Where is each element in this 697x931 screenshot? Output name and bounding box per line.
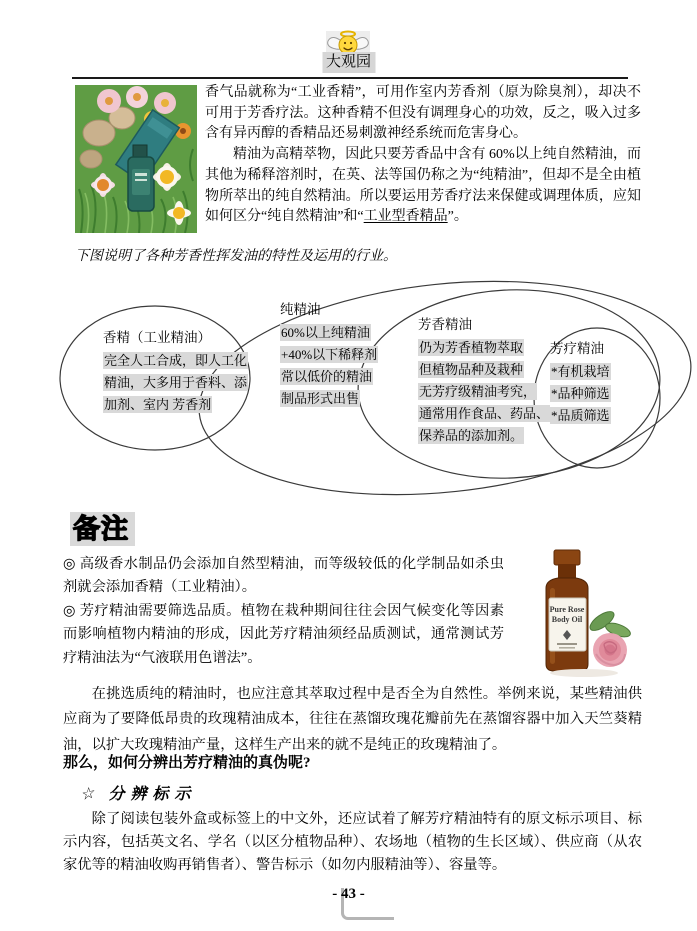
rose-bloom: [593, 633, 627, 667]
header-rule: [72, 77, 628, 79]
flowers-oil-photo: [75, 85, 197, 233]
venn-line: 制品形式出售: [281, 391, 360, 406]
venn-title-therapy: 芳疗精油: [550, 341, 604, 356]
intro-section: [75, 83, 641, 235]
venn-line: 常以低价的精油: [281, 369, 373, 384]
bottle-label-line1: Pure Rose: [549, 605, 585, 614]
venn-line: 保养品的添加剂。: [419, 428, 524, 443]
intro-p2-end: ”。: [447, 209, 468, 225]
body-paragraph-purity: 在挑选质纯的精油时，也应注意其萃取过程中是否全为自然性。举例来说，某些精油供应商为了要降低昂贵的玫瑰精油成本，往往在蒸馏玫瑰花瓣前先在蒸馏容器中加入天竺葵精油，以扩大玫瑰精油产量，这样生产出来的就不是纯正的玫瑰精油了。: [63, 686, 642, 753]
question-line: 那么，如何分辨出芳疗精油的真伪呢?: [63, 755, 311, 771]
bullet-text: 芳疗精油需要筛选品质。植物在栽种期间往往会因气候变化等因素而影响植物内精油的形成，因此芳疗精油须经品质测试，通常测试芳疗精油法为“气液联用色谱法”。: [63, 602, 504, 666]
section-heading: [80, 781, 196, 804]
notes-section: [63, 553, 642, 682]
venn-group-industrial: [103, 329, 248, 418]
venn-line: *有机栽培: [551, 364, 610, 379]
bottle-label-line2: Body Oil: [551, 615, 583, 624]
intro-paragraph-1: 香气品就称为“工业香精”，可用作室内芳香剂（原为除臭剂），却决不可用于芳香疗法。这种香精不但没有调理身心的功效，反之，吸入过多含有异丙醇的香精品还易刺激神经系统而危害身心。: [205, 85, 641, 142]
venn-line: 完全人工合成，即人工化: [104, 353, 248, 368]
venn-title-pure: 纯精油: [280, 302, 321, 317]
venn-line: 加剂、室内 芳香剂: [104, 397, 212, 412]
notes-header: 备注: [70, 512, 135, 546]
section-title: 分辨标示: [108, 786, 197, 803]
essential-oil-venn-diagram: [0, 256, 697, 510]
rose-oil-bottle-photo: [512, 544, 642, 680]
bullet-marker: ◎: [63, 602, 76, 619]
page-number: - 43 -: [332, 886, 365, 902]
venn-line: 精油，大多用于香料、添: [104, 375, 248, 390]
star-icon: ☆: [78, 784, 97, 805]
venn-line: 但植物品种及栽种: [419, 362, 524, 377]
bullet-marker: ◎: [63, 556, 76, 572]
venn-title-industrial: 香精（工业精油）: [103, 330, 211, 345]
intro-p2-text: 精油为高精萃物，因此只要芳香品中含有 60%以上纯自然精油，而其他为稀释溶剂时，在英、法等国仍称之为“纯精油”，但却不是全由植物所萃出的纯自然精油。所以要运用芳香疗法来保健或调理体质，应知如何区分“纯自然精油”和“: [205, 147, 641, 225]
venn-group-aromatic: [418, 316, 550, 449]
bullet-text: 高级香水制品仍会添加自然型精油，而等级较低的化学制品如杀虫剂就会添加香精（工业精油）。: [63, 556, 504, 596]
venn-group-therapy: [550, 340, 611, 429]
intro-p2-underlined: 工业型香精品: [363, 209, 448, 225]
venn-title-aromatic: 芳香精油: [418, 317, 472, 332]
venn-line: +40%以下稀释剂: [281, 347, 378, 362]
venn-line: 60%以上纯精油: [281, 325, 370, 340]
venn-group-pure: [280, 301, 378, 412]
venn-line: *品质筛选: [551, 408, 610, 423]
diagram-caption: 下图说明了各种芳香性挥发油的特性及运用的行业。: [75, 249, 397, 264]
body-paragraph-labels: 除了阅读包装外盒或标签上的中文外，还应试着了解芳疗精油特有的原文标示项目、标示内容，包括英文名、学名（以区分植物品种）、农场地（植物的生长区域）、供应商（从农家优等的精油收购再销售者）、警告标示（如勿内服精油等）、容量等。: [63, 811, 642, 874]
venn-line: 无芳疗级精油考究，: [419, 384, 537, 399]
venn-line: *品种筛选: [551, 386, 610, 401]
venn-line: 通常用作食品、药品、: [419, 406, 550, 421]
page-title: 大观园: [322, 52, 375, 73]
venn-line: 仍为芳香植物萃取: [419, 340, 524, 355]
